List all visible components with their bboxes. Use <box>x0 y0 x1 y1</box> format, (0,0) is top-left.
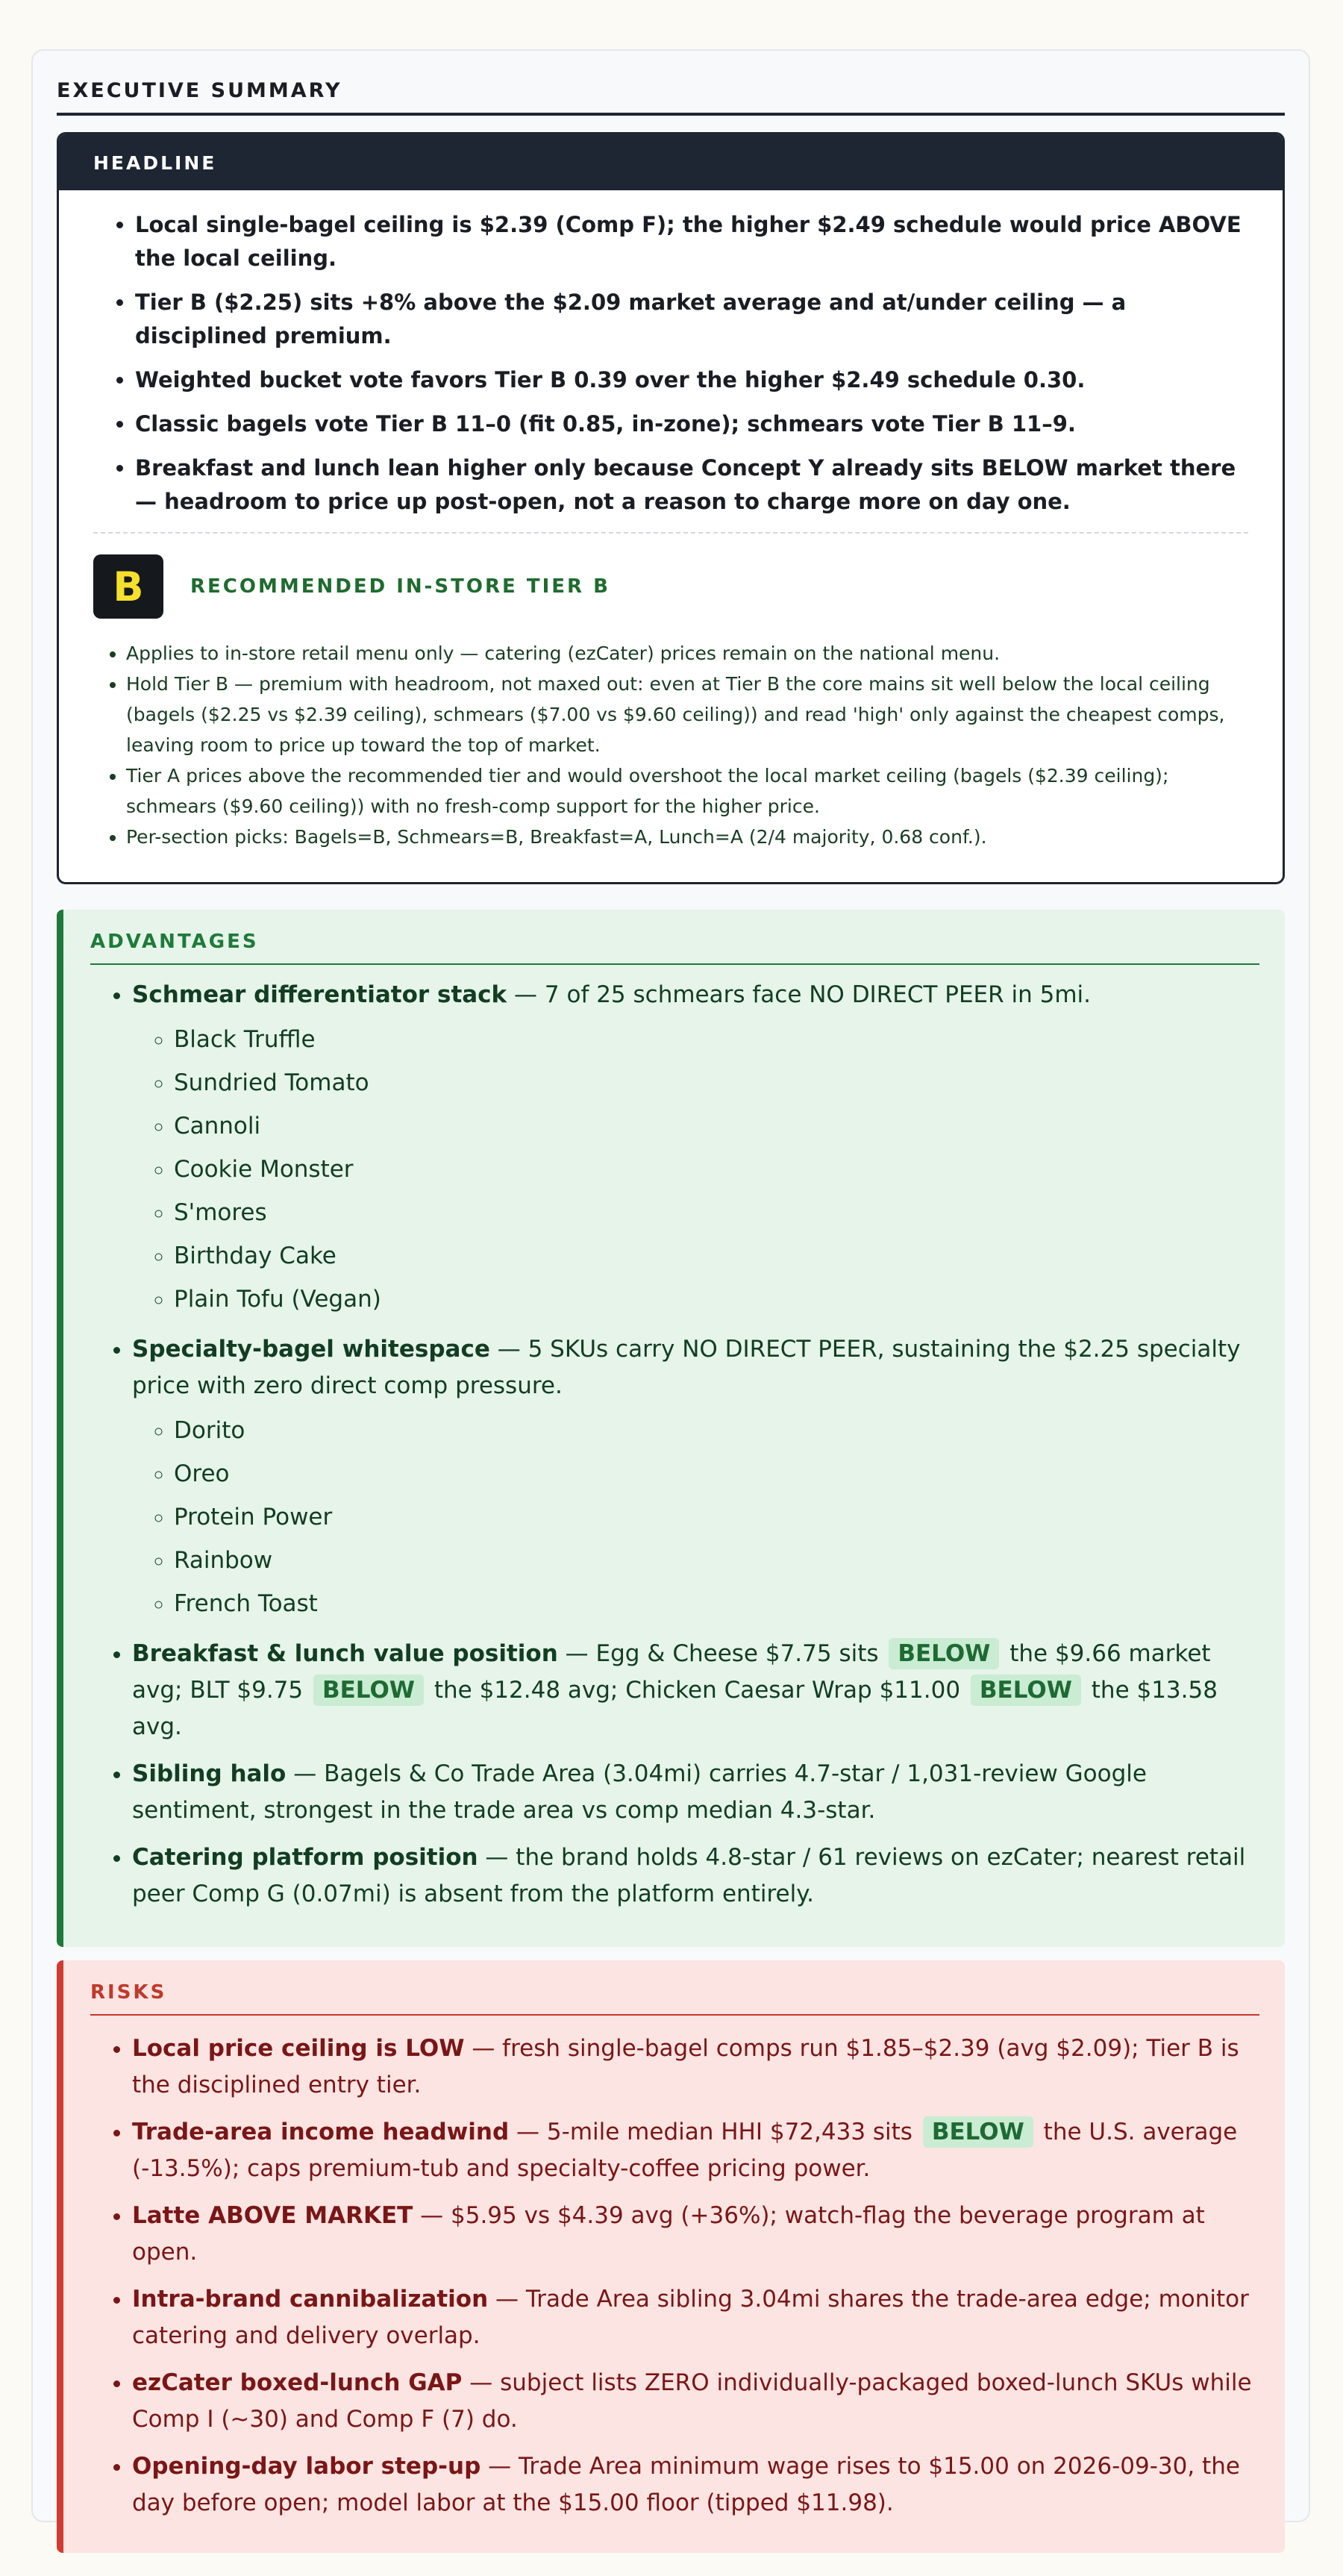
recommendation-note: • Per-section picks: Bagels=B, Schmears=B, Breakfast=A, Lunch=A (2/4 majority, 0.68 conf.). <box>126 822 1248 852</box>
risk-item <box>132 2281 1259 2354</box>
page-title: EXECUTIVE SUMMARY <box>57 79 1285 116</box>
headline-bullet: • Tier B ($2.25) sits +8% above the $2.09 market average and at/under ceiling — a disciplined premium. <box>135 286 1248 353</box>
headline-list <box>93 208 1248 519</box>
recommendation-row <box>93 554 1248 619</box>
executive-summary-panel <box>31 49 1310 2522</box>
specialty-item: ◦ Dorito <box>174 1409 1259 1452</box>
advantage-text: — 5 SKUs carry NO DIRECT PEER, sustaining the $2.25 specialty price with zero direct comp pressure. <box>132 1336 1241 1399</box>
schmear-item: ◦ Cannoli <box>174 1104 1259 1148</box>
advantages-list <box>90 977 1259 1913</box>
schmear-item: ◦ Cookie Monster <box>174 1148 1259 1191</box>
headline-bullet: • Breakfast and lunch lean higher only because Concept Y already sits BELOW market there — headroom to price up post-open, not a reason to charge more on day one. <box>135 451 1248 519</box>
risk-text: — $5.95 vs $4.39 avg (+36%); watch-flag the beverage program at open. <box>132 2202 1205 2266</box>
advantage-lead: Catering platform position <box>132 1844 478 1871</box>
headline-bullet: • Classic bagels vote Tier B 11–0 (fit 0.85, in-zone); schmears vote Tier B 11–9. <box>135 407 1248 441</box>
below-tag: BELOW <box>313 1675 424 1706</box>
headline-bullet: • Weighted bucket vote favors Tier B 0.39 over the higher $2.49 schedule 0.30. <box>135 363 1248 397</box>
risk-item <box>132 2114 1259 2187</box>
advantage-item <box>132 977 1259 1321</box>
advantage-text: the $12.48 avg; Chicken Caesar Wrap $11.00 <box>426 1677 968 1704</box>
risks-box <box>57 1960 1285 2553</box>
risk-text: the U.S. average (-13.5%); caps premium-tub and specialty-coffee pricing power. <box>132 2119 1238 2182</box>
risk-lead: Intra-brand cannibalization <box>132 2286 489 2313</box>
risk-item <box>132 2031 1259 2104</box>
risk-lead: Opening-day labor step-up <box>132 2453 481 2480</box>
advantage-text: — 7 of 25 schmears face NO DIRECT PEER in 5mi. <box>507 981 1092 1008</box>
specialty-item: ◦ French Toast <box>174 1582 1259 1625</box>
risks-title: RISKS <box>90 1981 1259 2016</box>
advantage-lead: Sibling halo <box>132 1760 287 1787</box>
advantage-item <box>132 1331 1259 1625</box>
advantage-lead: Specialty-bagel whitespace <box>132 1336 490 1363</box>
risk-text: — Trade Area minimum wage rises to $15.00 on 2026-09-30, the day before open; model labor at the $15.00 floor (tipped $11.98). <box>132 2453 1240 2516</box>
schmear-item: ◦ S'mores <box>174 1191 1259 1234</box>
recommendation-note: • Tier A prices above the recommended tier and would overshoot the local market ceiling (bagels ($2.39 ceiling); schmears ($9.60 ceiling)) with no fresh-comp support for the higher price. <box>126 760 1248 822</box>
recommendation-note: • Hold Tier B — premium with headroom, not maxed out: even at Tier B the core mains sit well below the local ceiling (bagels ($2.25 vs $2.39 ceiling), schmears ($7.00 vs $9.60 ceiling)) and read 'high' only against the cheapest comps, leaving room to price up toward the top of market. <box>126 669 1248 760</box>
risk-text: — Trade Area sibling 3.04mi shares the trade-area edge; monitor catering and delivery overlap. <box>132 2286 1249 2349</box>
schmear-item: ◦ Plain Tofu (Vegan) <box>174 1278 1259 1321</box>
risks-list <box>90 2031 1259 2522</box>
schmear-sub-list <box>132 1018 1259 1321</box>
risk-item <box>132 2198 1259 2271</box>
risk-text: — 5-mile median HHI $72,433 sits <box>509 2119 920 2145</box>
risk-text: — fresh single-bagel comps run $1.85–$2.39 (avg $2.09); Tier B is the disciplined entry tier. <box>132 2035 1239 2098</box>
risk-item <box>132 2448 1259 2522</box>
advantage-text: the $13.58 avg. <box>132 1677 1218 1740</box>
specialty-item: ◦ Protein Power <box>174 1495 1259 1539</box>
schmear-item: ◦ Sundried Tomato <box>174 1061 1259 1104</box>
advantage-text: — Bagels & Co Trade Area (3.04mi) carries 4.7-star / 1,031-review Google sentiment, strongest in the trade area vs comp median 4.3-star. <box>132 1760 1147 1824</box>
risk-item <box>132 2365 1259 2438</box>
advantage-text: the $9.66 market avg; BLT $9.75 <box>132 1640 1211 1704</box>
headline-body <box>59 190 1283 882</box>
advantages-title: ADVANTAGES <box>90 931 1259 965</box>
below-tag: BELOW <box>889 1638 999 1669</box>
schmear-item: ◦ Black Truffle <box>174 1018 1259 1061</box>
advantage-item <box>132 1636 1259 1745</box>
risk-lead: Trade-area income headwind <box>132 2119 510 2145</box>
advantage-item <box>132 1839 1259 1913</box>
risk-text: — subject lists ZERO individually-packaged boxed-lunch SKUs while Comp I (~30) and Comp F (7) do. <box>132 2369 1252 2433</box>
advantage-text: — Egg & Cheese $7.75 sits <box>557 1640 886 1667</box>
schmear-item: ◦ Birthday Cake <box>174 1234 1259 1278</box>
advantage-lead: Schmear differentiator stack <box>132 981 507 1008</box>
risk-lead: ezCater boxed-lunch GAP <box>132 2369 463 2396</box>
advantage-lead: Breakfast & lunch value position <box>132 1640 558 1667</box>
specialty-item: ◦ Oreo <box>174 1452 1259 1495</box>
risk-lead: Local price ceiling is LOW <box>132 2035 465 2062</box>
headline-bullet: • Local single-bagel ceiling is $2.39 (Comp F); the higher $2.49 schedule would price ABOVE the local ceiling. <box>135 208 1248 275</box>
below-tag: BELOW <box>923 2116 1033 2148</box>
advantage-item <box>132 1756 1259 1829</box>
recommendation-note: • Applies to in-store retail menu only — catering (ezCater) prices remain on the national menu. <box>126 638 1248 669</box>
specialty-item: ◦ Rainbow <box>174 1539 1259 1582</box>
recommendation-title: RECOMMENDED IN-STORE TIER B <box>190 575 610 598</box>
divider <box>93 532 1248 534</box>
below-tag: BELOW <box>971 1675 1081 1706</box>
advantages-box <box>57 910 1285 1947</box>
risk-lead: Latte ABOVE MARKET <box>132 2202 413 2229</box>
headline-card <box>57 132 1285 884</box>
recommendation-notes <box>93 638 1248 852</box>
headline-label: HEADLINE <box>59 134 1283 190</box>
advantage-text: — the brand holds 4.8-star / 61 reviews on ezCater; nearest retail peer Comp G (0.07mi) is absent from the platform entirely. <box>132 1844 1246 1907</box>
specialty-sub-list <box>132 1409 1259 1625</box>
tier-badge: B <box>93 554 163 619</box>
